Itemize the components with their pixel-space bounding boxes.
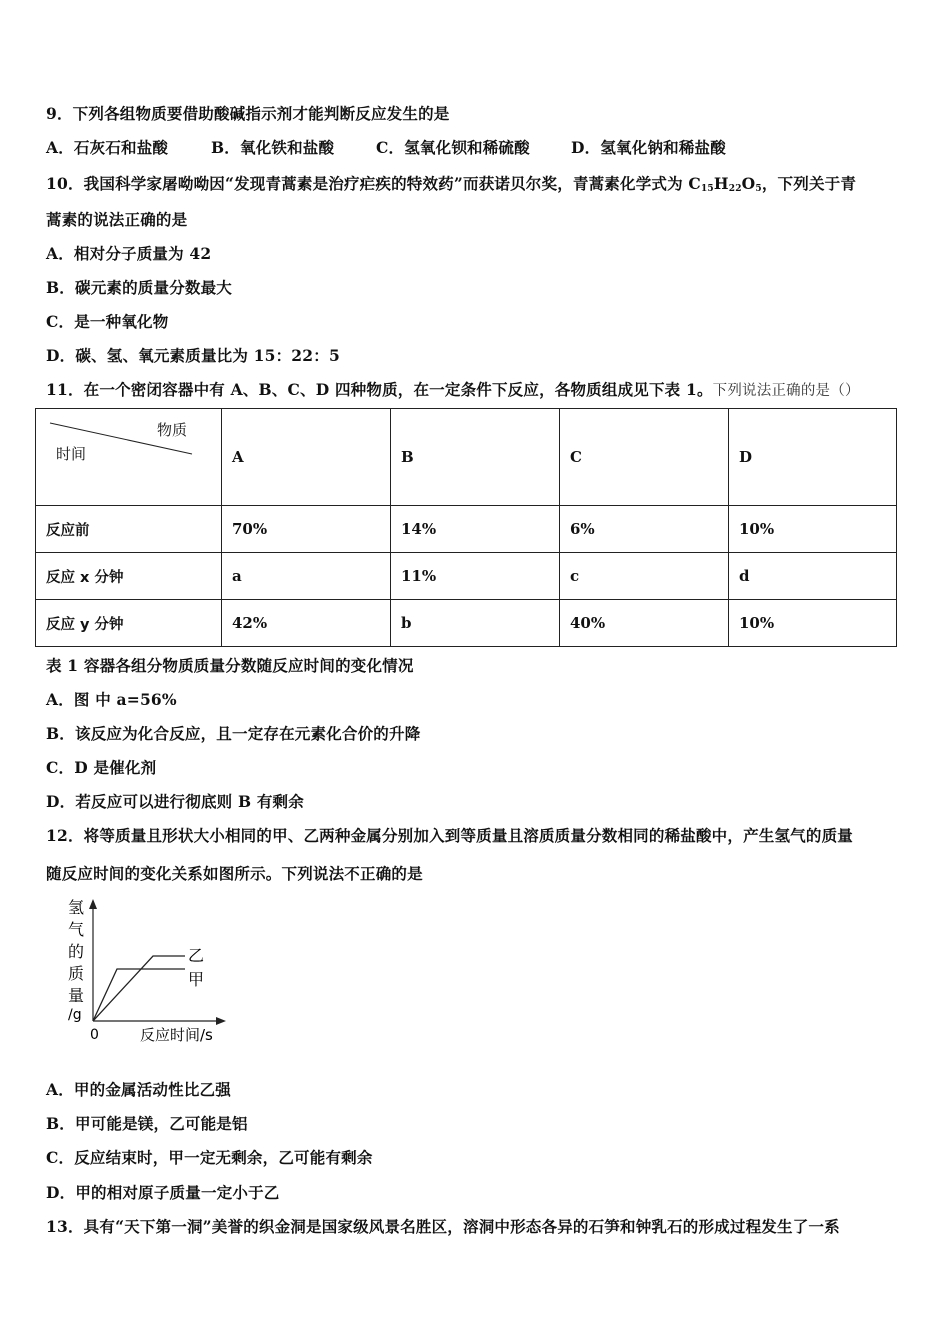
table-corner-cell [36,409,222,506]
q9-option-b: B．氧化铁和盐酸 [211,138,335,157]
table-cell: 70% [222,506,391,553]
q10-stem-tail: ，下列关于青 [761,174,857,193]
x-axis-label: 反应时间/s [140,1026,213,1044]
q9-option-d: D．氢氧化钠和稀盐酸 [571,138,726,157]
y-label-unit: /g [68,1007,82,1023]
q10-formula-sub-h: 22 [728,184,742,194]
table-row-label: 反应 x 分钟 [36,553,222,600]
q12-option-b: B．甲可能是镁，乙可能是铝 [46,1114,248,1133]
q11-stem [46,378,860,400]
table-cell: 14% [391,506,560,553]
q11-stem-text: 11．在一个密闭容器中有 A、B、C、D 四种物质，在一定条件下反应，各物质组成见下表 1。 [46,380,713,399]
table-cell: 42% [222,600,391,647]
y-label-char: 氢 [68,898,85,917]
q10-formula-o: O [741,174,756,193]
q9-option-c: C．氢氧化钡和稀硫酸 [376,138,530,157]
q9-option-a: A．石灰石和盐酸 [46,138,169,157]
table-header-row [36,409,897,506]
table-header-c: C [560,409,729,506]
q10-option-a: A．相对分子质量为 42 [46,244,212,263]
q10-option-b: B．碳元素的质量分数最大 [46,278,233,297]
x-axis-arrow-icon [216,1017,226,1025]
q11-option-b: B．该反应为化合反应，且一定存在元素化合价的升降 [46,724,421,743]
y-label-char: 质 [68,964,85,983]
q10-stem [46,172,856,194]
q11-option-a: A．图 中 a=56% [46,690,177,709]
q10-option-d: D．碳、氢、氧元素质量比为 15：22：5 [46,346,340,365]
q11-stem-tail: 下列说法正确的是（） [712,383,860,399]
table-row-label: 反应 y 分钟 [36,600,222,647]
table-row [36,506,897,553]
table-cell: c [560,553,729,600]
q13-stem: 13．具有“天下第一洞”美誉的织金洞是国家级风景名胜区，溶洞中形态各异的石笋和钟乳石的形成过程发生了一系 [46,1217,840,1236]
q12-stem-line1: 12．将等质量且形状大小相同的甲、乙两种金属分别加入到等质量且溶质质量分数相同的稀盐酸中，产生氢气的质量 [46,826,853,845]
table-header-d: D [729,409,897,506]
q11-option-c: C．D 是催化剂 [46,758,157,777]
q9-options [46,136,726,158]
series-label-yi: 乙 [188,946,205,965]
y-label-char: 量 [68,986,85,1005]
q10-stem-text: 10．我国科学家屠呦呦因“发现青蒿素是治疗疟疾的特效药”而获诺贝尔奖，青蒿素化学式为 C [46,174,701,193]
table-cell: 10% [729,600,897,647]
q12-graph [60,893,240,1053]
table-header-a: A [222,409,391,506]
q11-table [35,408,897,647]
series-line-jia [93,969,185,1021]
y-axis-arrow-icon [89,899,97,909]
table-row [36,600,897,647]
table-row-label: 反应前 [36,506,222,553]
corner-label-time: 时间 [56,445,87,463]
q10-formula-sub-o: 5 [755,184,762,194]
series-line-yi [93,956,185,1021]
table-cell: a [222,553,391,600]
q12-option-a: A．甲的金属活动性比乙强 [46,1080,231,1099]
q9-stem: 9．下列各组物质要借助酸碱指示剂才能判断反应发生的是 [46,104,450,123]
q12-option-c: C．反应结束时，甲一定无剩余，乙可能有剩余 [46,1148,373,1167]
origin-label: 0 [90,1027,99,1043]
q10-formula-sub-c: 15 [700,184,714,194]
q11-option-d: D．若反应可以进行彻底则 B 有剩余 [46,792,304,811]
q10-stem-line2: 蒿素的说法正确的是 [46,210,188,229]
table-cell: 6% [560,506,729,553]
table-cell: b [391,600,560,647]
q11-table-caption: 表 1 容器各组分物质质量分数随反应时间的变化情况 [46,656,414,675]
y-label-char: 的 [68,942,85,961]
series-label-jia: 甲 [188,970,205,989]
corner-label-substance: 物质 [156,421,187,439]
table-cell: d [729,553,897,600]
y-label-char: 气 [68,920,85,939]
q12-option-d: D．甲的相对原子质量一定小于乙 [46,1183,280,1202]
table-cell: 40% [560,600,729,647]
table-cell: 11% [391,553,560,600]
table-cell: 10% [729,506,897,553]
q10-formula-h: H [713,174,729,193]
q10-option-c: C．是一种氧化物 [46,312,169,331]
q12-stem-line2: 随反应时间的变化关系如图所示。下列说法不正确的是 [46,864,423,883]
table-header-b: B [391,409,560,506]
table-row [36,553,897,600]
